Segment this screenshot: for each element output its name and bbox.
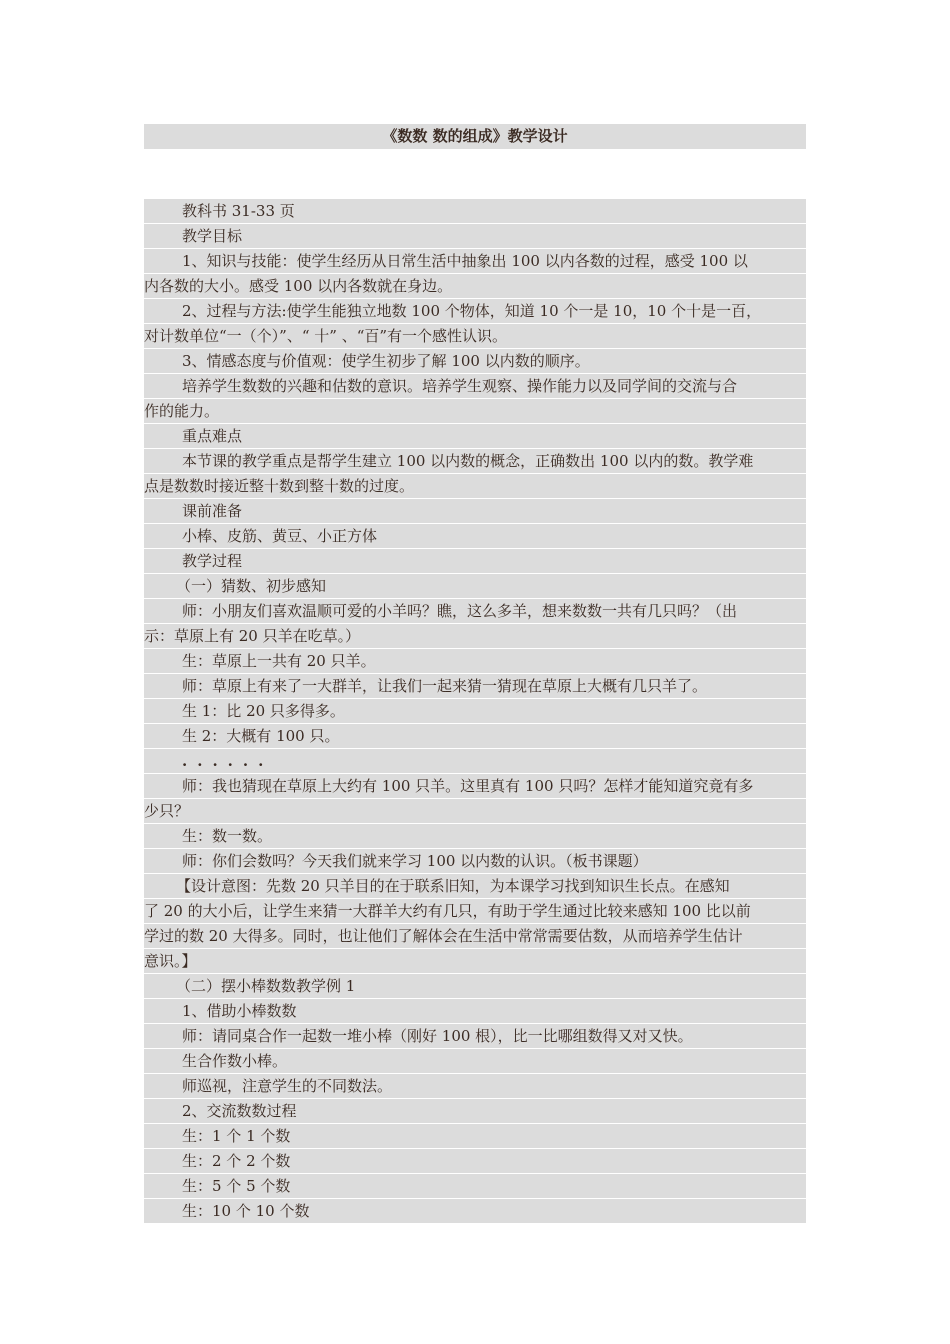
text-line: ...... [144, 749, 806, 773]
text-line: 1、借助小棒数数 [144, 999, 806, 1023]
text-line: 【设计意图：先数 20 只羊目的在于联系旧知，为本课学习找到知识生长点。在感知 [144, 874, 806, 898]
text-line: 课前准备 [144, 499, 806, 523]
text-line: 作的能力。 [144, 399, 806, 423]
text-line: 意识。】 [144, 949, 806, 973]
text-line: 本节课的教学重点是帮学生建立 100 以内数的概念，正确数出 100 以内的数。教学难 [144, 449, 806, 473]
document-body [144, 199, 806, 1224]
text-line: 2、交流数数过程 [144, 1099, 806, 1123]
text-line: 生：数一数。 [144, 824, 806, 848]
text-line: 生：5 个 5 个数 [144, 1174, 806, 1198]
page-title: 《数数 数的组成》教学设计 [144, 124, 806, 149]
text-line: 师：你们会数吗？今天我们就来学习 100 以内数的认识。（板书课题） [144, 849, 806, 873]
text-line: 师：我也猜现在草原上大约有 100 只羊。这里真有 100 只吗？怎样才能知道究竟有多 [144, 774, 806, 798]
text-line: 对计数单位“一（个）”、“ 十” 、“百”有一个感性认识。 [144, 324, 806, 348]
text-line: 少只？ [144, 799, 806, 823]
text-line: 生：1 个 1 个数 [144, 1124, 806, 1148]
text-line: 生合作数小棒。 [144, 1049, 806, 1073]
text-line: 了 20 的大小后，让学生来猜一大群羊大约有几只，有助于学生通过比较来感知 100 比以前 [144, 899, 806, 923]
text-line: 生：10 个 10 个数 [144, 1199, 806, 1223]
text-line: 师：小朋友们喜欢温顺可爱的小羊吗？瞧，这么多羊，想来数数一共有几只吗？（出 [144, 599, 806, 623]
text-line: 3、情感态度与价值观：使学生初步了解 100 以内数的顺序。 [144, 349, 806, 373]
text-line: 2、过程与方法:使学生能独立地数 100 个物体，知道 10 个一是 10，10 个十是一百， [144, 299, 806, 323]
text-line: 培养学生数数的兴趣和估数的意识。培养学生观察、操作能力以及同学间的交流与合 [144, 374, 806, 398]
text-line: 师巡视，注意学生的不同数法。 [144, 1074, 806, 1098]
text-line: 生 1：比 20 只多得多。 [144, 699, 806, 723]
text-line: 师：草原上有来了一大群羊，让我们一起来猜一猜现在草原上大概有几只羊了。 [144, 674, 806, 698]
text-line: 教学过程 [144, 549, 806, 573]
text-line: 师：请同桌合作一起数一堆小棒（刚好 100 根），比一比哪组数得又对又快。 [144, 1024, 806, 1048]
text-line: 重点难点 [144, 424, 806, 448]
text-line: （一）猜数、初步感知 [144, 574, 806, 598]
text-line: 教科书 31-33 页 [144, 199, 806, 223]
text-line: （二）摆小棒数数教学例 1 [144, 974, 806, 998]
text-line: 示：草原上有 20 只羊在吃草。） [144, 624, 806, 648]
text-line: 教学目标 [144, 224, 806, 248]
text-line: 生 2：大概有 100 只。 [144, 724, 806, 748]
text-line: 内各数的大小。感受 100 以内各数就在身边。 [144, 274, 806, 298]
text-line: 生：2 个 2 个数 [144, 1149, 806, 1173]
text-line: 点是数数时接近整十数到整十数的过度。 [144, 474, 806, 498]
text-line: 小棒、皮筋、黄豆、小正方体 [144, 524, 806, 548]
text-line: 生：草原上一共有 20 只羊。 [144, 649, 806, 673]
text-line: 学过的数 20 大得多。同时，也让他们了解体会在生活中常常需要估数，从而培养学生估计 [144, 924, 806, 948]
text-line: 1、知识与技能：使学生经历从日常生活中抽象出 100 以内各数的过程，感受 100 以 [144, 249, 806, 273]
